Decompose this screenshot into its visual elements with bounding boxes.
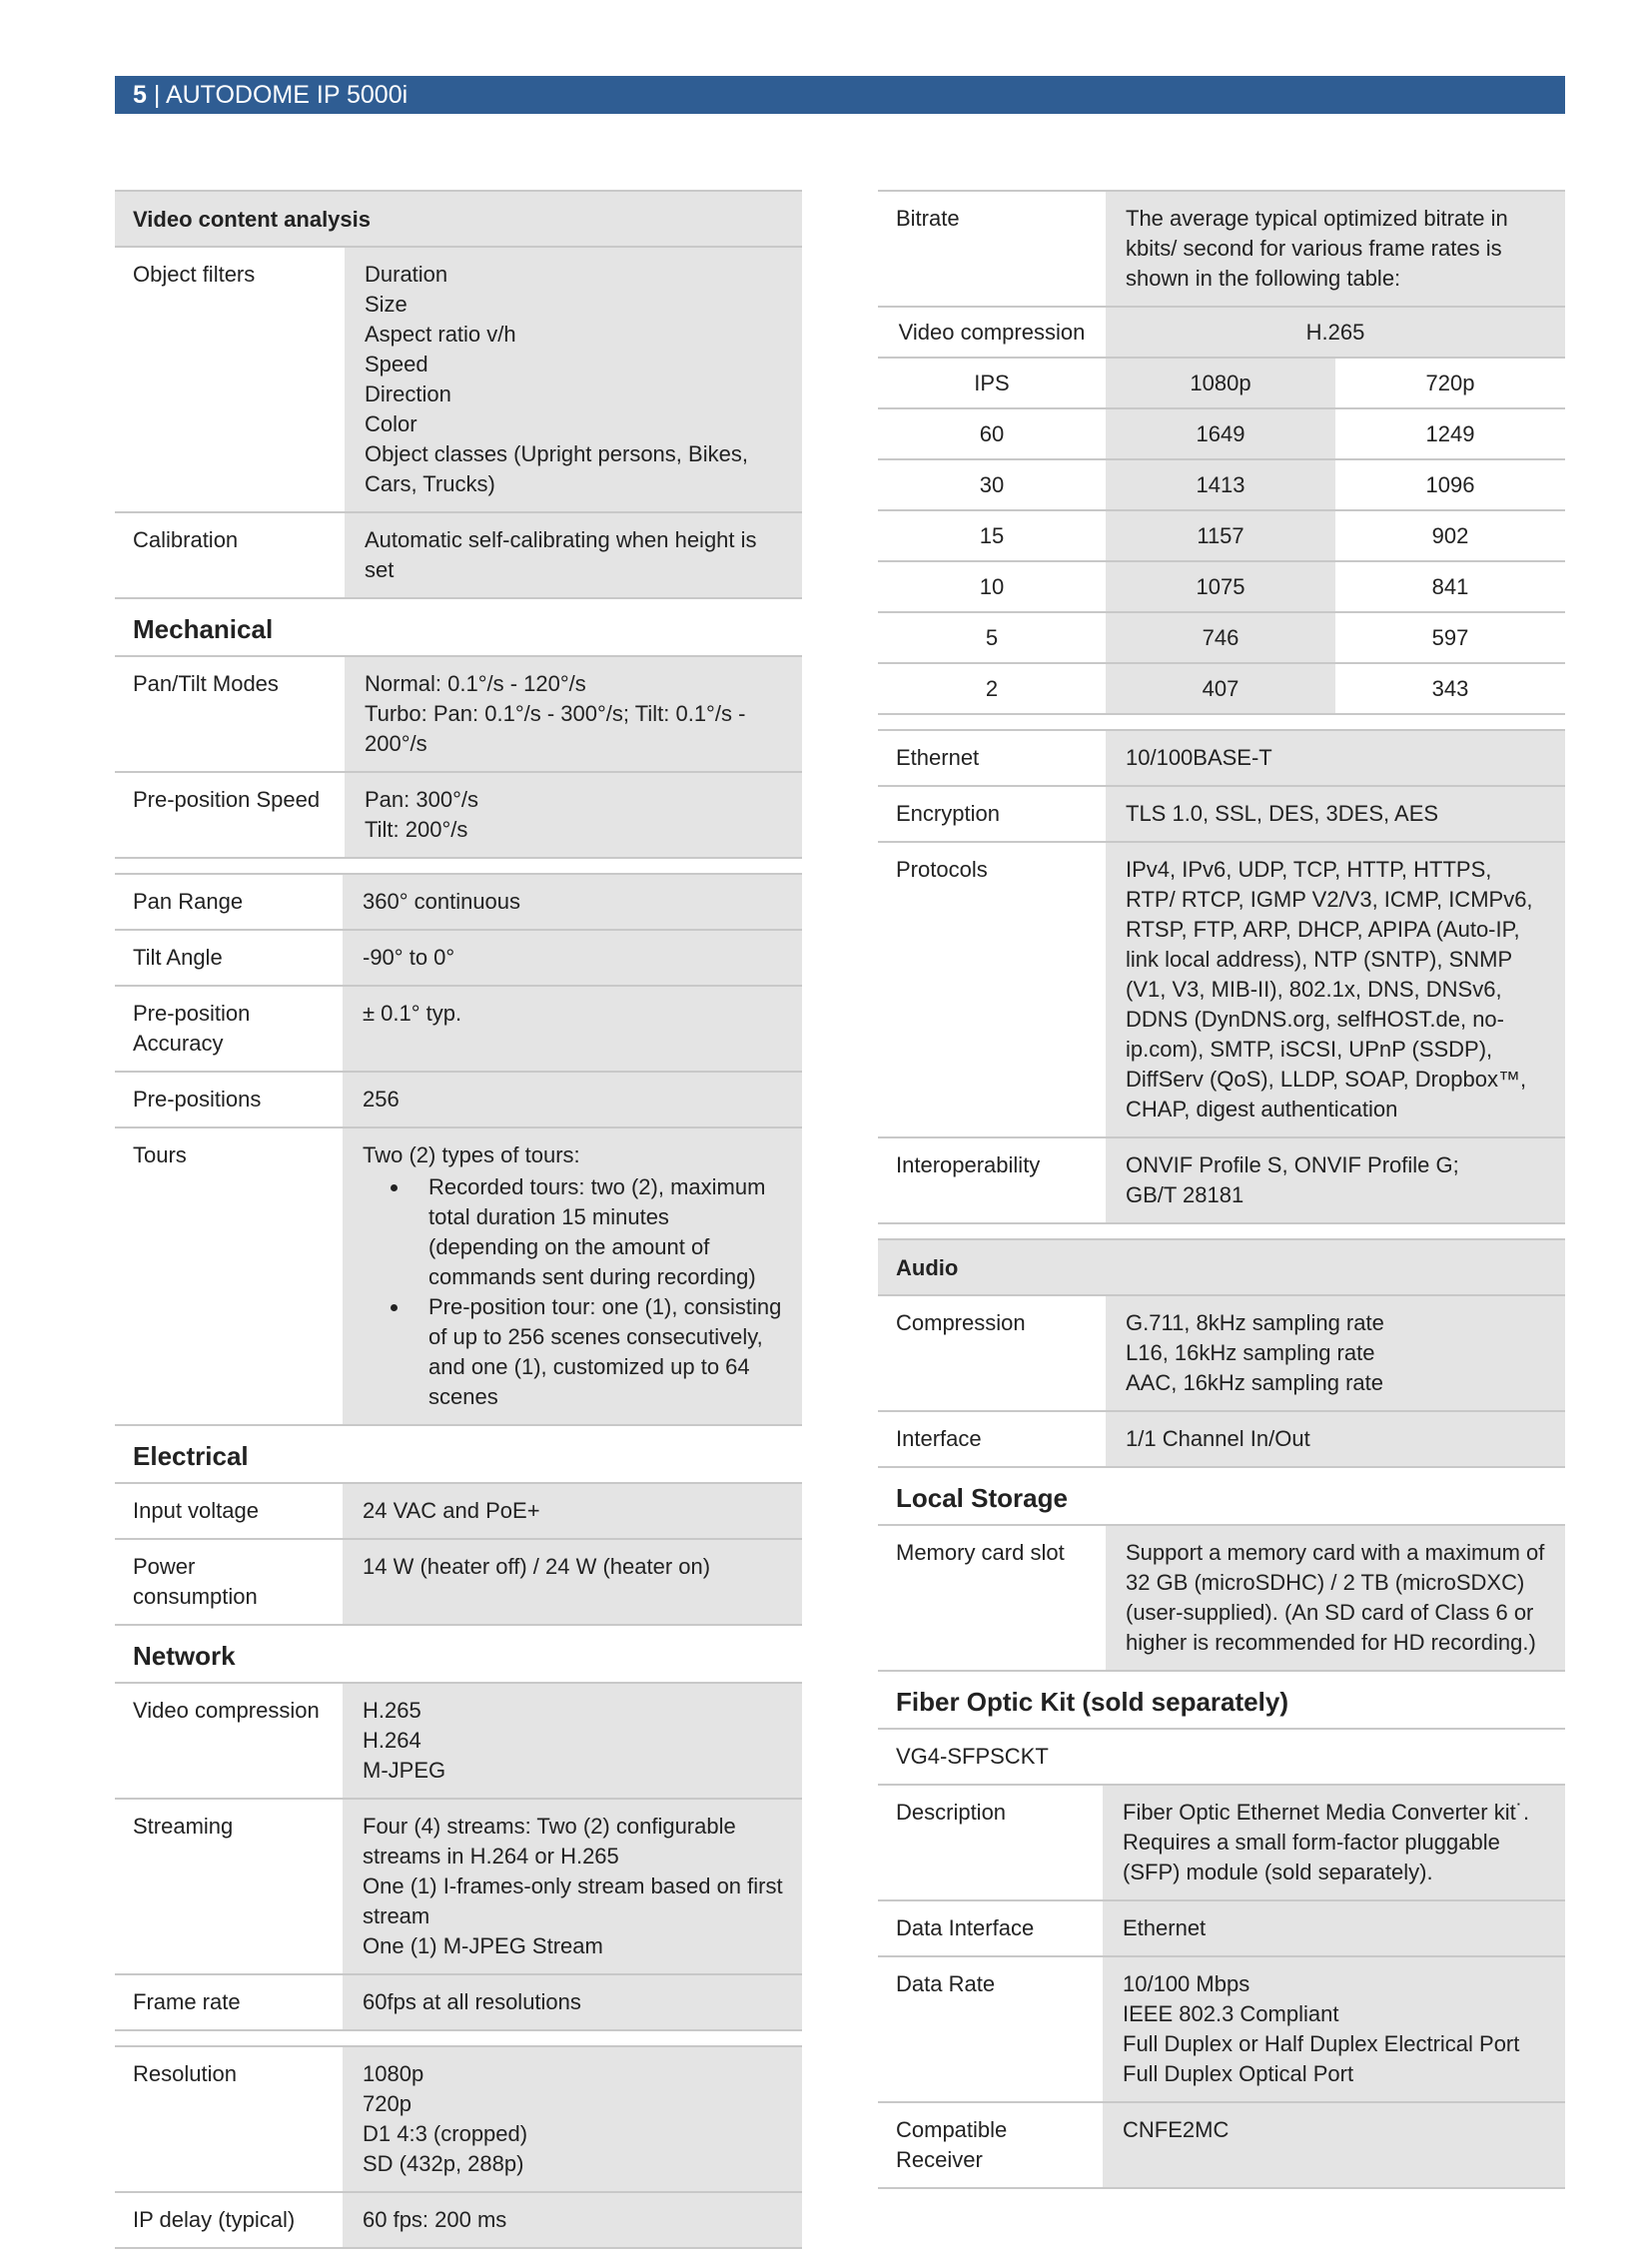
spec-value	[343, 1800, 802, 1973]
spec-value-line: Two (2) types of tours:	[363, 1142, 580, 1167]
spec-value	[343, 1128, 802, 1424]
spec-value-line: One (1) I-frames-only stream based on first stream	[363, 1874, 783, 1928]
list-item: • Pre-position tour: one (1), consisting of up to 256 scenes consecutively, and one (1), customized up to 64 scenes	[411, 1292, 784, 1412]
spec-label: Pre-positions	[133, 1087, 262, 1112]
table-row	[878, 408, 1565, 459]
spec-value-line: Size	[365, 292, 408, 317]
spec-label: Resolution	[133, 2061, 237, 2086]
spec-label: Memory card slot	[896, 1540, 1065, 1565]
spec-row-pan-range	[115, 873, 802, 929]
spec-value-line: Aspect ratio v/h	[365, 322, 516, 347]
fiber-optic-heading: Fiber Optic Kit (sold separately)	[896, 1687, 1288, 1717]
table-row	[878, 307, 1565, 358]
fiber-model: VG4-SFPSCKT	[896, 1744, 1049, 1769]
spec-value-line: Color	[365, 411, 417, 436]
spec-row-encryption	[878, 785, 1565, 841]
bitrate-table	[878, 306, 1565, 715]
table-cell: 841	[1335, 561, 1565, 612]
spec-value-line: M-JPEG	[363, 1758, 446, 1783]
spec-value: Support a memory card with a maximum of 32 GB (microSDHC) / 2 TB (microSDXC) (user-supplied). (An SD card of Class 6 or higher is recommended for HD recording.)	[1106, 1526, 1565, 1670]
spec-label: Data Interface	[896, 1915, 1035, 1940]
spec-label: Pan Range	[133, 889, 244, 914]
spec-label: Streaming	[133, 1814, 234, 1839]
spec-row-audio-compression	[878, 1294, 1565, 1410]
table-row	[878, 358, 1565, 408]
spec-label: Power consumption	[133, 1554, 258, 1609]
spec-value-line: One (1) M-JPEG Stream	[363, 1933, 603, 1958]
table-cell: 1157	[1106, 510, 1335, 561]
spec-row-audio-interface	[878, 1410, 1565, 1468]
spec-value: CNFE2MC	[1103, 2103, 1565, 2187]
spec-row-ip-delay	[115, 2191, 802, 2249]
document-title: AUTODOME IP 5000i	[165, 81, 409, 109]
spec-value-line: Duration	[365, 262, 448, 287]
spec-label: Pre-position Speed	[133, 787, 321, 812]
table-cell: 1096	[1335, 459, 1565, 510]
spec-value-line: AAC, 16kHz sampling rate	[1126, 1370, 1383, 1395]
spec-value-line: IEEE 802.3 Compliant	[1123, 2001, 1339, 2026]
list-item: • Recorded tours: two (2), maximum total duration 15 minutes (depending on the amount of commands sent during recording)	[411, 1172, 784, 1292]
spec-row-protocols	[878, 841, 1565, 1136]
spec-row-frame-rate	[115, 1973, 802, 2031]
table-row	[878, 459, 1565, 510]
spec-value-line: D1 4:3 (cropped)	[363, 2121, 528, 2146]
audio-heading: Audio	[878, 1238, 1565, 1294]
spec-row-preposition-accuracy	[115, 985, 802, 1071]
spec-label: Tours	[133, 1142, 187, 1167]
spec-value	[345, 773, 802, 857]
left-column	[115, 190, 802, 2249]
table-cell: H.265	[1106, 307, 1565, 358]
vca-heading: Video content analysis	[115, 190, 802, 246]
spec-row-preposition-speed	[115, 771, 802, 859]
spec-row-object-filters	[115, 246, 802, 511]
spec-value-line: Tilt: 200°/s	[365, 817, 468, 842]
spec-label: IP delay (typical)	[133, 2207, 296, 2232]
spec-value	[343, 1684, 802, 1798]
table-cell: 2	[878, 663, 1106, 714]
spec-label: Ethernet	[896, 745, 980, 770]
spec-value	[1103, 1957, 1565, 2101]
spec-value: The average typical optimized bitrate in kbits/ second for various frame rates is shown in the following table:	[1106, 192, 1565, 306]
spec-value-line: G.711, 8kHz sampling rate	[1126, 1310, 1384, 1335]
spec-row-pan-tilt-modes	[115, 655, 802, 771]
spec-value: -90° to 0°	[343, 931, 802, 985]
spec-row-calibration	[115, 511, 802, 599]
spec-value	[343, 2047, 802, 2191]
spec-row-tours	[115, 1126, 802, 1426]
spec-row-bitrate	[878, 190, 1565, 306]
table-cell: 746	[1106, 612, 1335, 663]
spec-value-line: Normal: 0.1°/s - 120°/s	[365, 671, 586, 696]
spec-label: Interoperability	[896, 1152, 1041, 1177]
spec-value-line: H.265	[363, 1698, 421, 1723]
spec-row-model	[878, 1728, 1565, 1784]
table-cell: 15	[878, 510, 1106, 561]
spec-value: Ethernet	[1103, 1901, 1565, 1955]
table-row	[878, 663, 1565, 714]
page-header	[115, 76, 1565, 114]
page-number: 5	[133, 81, 147, 109]
spec-value: TLS 1.0, SSL, DES, 3DES, AES	[1106, 787, 1565, 841]
spec-label: Compatible Receiver	[896, 2117, 1008, 2172]
table-cell: 1249	[1335, 408, 1565, 459]
spec-value: 60fps at all resolutions	[343, 1975, 802, 2029]
spec-row-tilt-angle	[115, 929, 802, 985]
table-cell: Video compression	[878, 307, 1106, 358]
table-cell: 902	[1335, 510, 1565, 561]
spec-row-description	[878, 1784, 1565, 1899]
spec-value	[345, 657, 802, 771]
spec-value-line: Direction	[365, 381, 451, 406]
spec-label: Pan/Tilt Modes	[133, 671, 279, 696]
local-storage-heading: Local Storage	[896, 1483, 1068, 1513]
spec-value-line: 10/100 Mbps	[1123, 1971, 1250, 1996]
spec-label: Compression	[896, 1310, 1026, 1335]
spec-row-data-interface	[878, 1899, 1565, 1955]
spec-value	[1106, 1296, 1565, 1410]
tours-list	[363, 1172, 784, 1412]
table-header-cell: 1080p	[1106, 358, 1335, 408]
spec-value: 14 W (heater off) / 24 W (heater on)	[343, 1540, 802, 1624]
spec-value-line: Pan: 300°/s	[365, 787, 478, 812]
spec-label: Calibration	[133, 527, 239, 552]
spec-value	[1106, 1138, 1565, 1222]
spec-label: Description	[896, 1800, 1007, 1825]
spec-label: Object filters	[133, 262, 256, 287]
spec-value: ± 0.1° typ.	[343, 987, 802, 1071]
spec-row-interoperability	[878, 1136, 1565, 1224]
spec-label: Interface	[896, 1426, 982, 1451]
spec-value: IPv4, IPv6, UDP, TCP, HTTP, HTTPS, RTP/ RTCP, IGMP V2/V3, ICMP, ICMPv6, RTSP, FTP, ARP, DHCP, APIPA (Auto-IP, link local address), NTP (SNTP), SNMP (V1, V3, MIB-II), 802.1x, DNS, DNSv6, DDNS (DynDNS.org, selfHOST.de, no-ip.com), SMTP, iSCSI, UPnP (SSDP), DiffServ (QoS), LLDP, SOAP, Dropbox™, CHAP, digest authentication	[1106, 843, 1565, 1136]
table-cell: 407	[1106, 663, 1335, 714]
spec-label: Bitrate	[896, 206, 960, 231]
header-separator: |	[153, 81, 161, 109]
spec-value-line: SD (432p, 288p)	[363, 2151, 524, 2176]
spec-label: Tilt Angle	[133, 945, 223, 970]
spec-value: 1/1 Channel In/Out	[1106, 1412, 1565, 1466]
right-column	[878, 190, 1565, 2189]
spec-value-line: 1080p	[363, 2061, 424, 2086]
table-cell: 597	[1335, 612, 1565, 663]
spec-value: Automatic self-calibrating when height is set	[345, 513, 802, 597]
table-row	[878, 510, 1565, 561]
spec-row-video-compression	[115, 1682, 802, 1798]
spec-label: Frame rate	[133, 1989, 241, 2014]
spec-value: 360° continuous	[343, 875, 802, 929]
spec-value: 60 fps: 200 ms	[343, 2193, 802, 2247]
table-row	[878, 612, 1565, 663]
table-cell: 10	[878, 561, 1106, 612]
spec-value: Fiber Optic Ethernet Media Converter kit˙. Requires a small form-factor pluggable (SFP) module (sold separately).	[1103, 1786, 1565, 1899]
spec-value-line: L16, 16kHz sampling rate	[1126, 1340, 1375, 1365]
spec-row-ethernet	[878, 729, 1565, 785]
spec-label: Protocols	[896, 857, 988, 882]
spec-label: Video compression	[133, 1698, 320, 1723]
table-cell: 1075	[1106, 561, 1335, 612]
table-row	[878, 561, 1565, 612]
spec-value-line: ONVIF Profile S, ONVIF Profile G;	[1126, 1152, 1459, 1177]
table-cell: 30	[878, 459, 1106, 510]
electrical-heading: Electrical	[133, 1441, 249, 1471]
spec-value-line: Full Duplex or Half Duplex Electrical Port	[1123, 2031, 1520, 2056]
table-cell: 1649	[1106, 408, 1335, 459]
spec-row-data-rate	[878, 1955, 1565, 2101]
table-header-cell: IPS	[878, 358, 1106, 408]
spec-value-line: Speed	[365, 352, 428, 376]
table-cell: 343	[1335, 663, 1565, 714]
spec-value-line: Four (4) streams: Two (2) configurable streams in H.264 or H.265	[363, 1814, 736, 1869]
spec-value-line: GB/T 28181	[1126, 1182, 1244, 1207]
spec-value	[345, 248, 802, 511]
spec-value: 10/100BASE-T	[1106, 731, 1565, 785]
spec-row-input-voltage	[115, 1482, 802, 1538]
network-heading: Network	[133, 1641, 236, 1671]
table-cell: 5	[878, 612, 1106, 663]
spec-row-compatible-receiver	[878, 2101, 1565, 2189]
spec-value: 24 VAC and PoE+	[343, 1484, 802, 1538]
spec-row-prepositions	[115, 1071, 802, 1126]
spec-row-power-consumption	[115, 1538, 802, 1626]
spec-label: Encryption	[896, 801, 1000, 826]
spec-row-memory-card	[878, 1524, 1565, 1672]
spec-label: Pre-position Accuracy	[133, 1001, 251, 1056]
spec-value-line: H.264	[363, 1728, 421, 1753]
spec-value-line: Full Duplex Optical Port	[1123, 2061, 1354, 2086]
spec-value-line: 720p	[363, 2091, 412, 2116]
table-header-cell: 720p	[1335, 358, 1565, 408]
spec-row-resolution	[115, 2045, 802, 2191]
spec-value: 256	[343, 1073, 802, 1126]
spec-label: Input voltage	[133, 1498, 259, 1523]
table-cell: 1413	[1106, 459, 1335, 510]
spec-value-line: Object classes (Upright persons, Bikes, Cars, Trucks)	[365, 441, 748, 496]
table-cell: 60	[878, 408, 1106, 459]
spec-label: Data Rate	[896, 1971, 996, 1996]
spec-row-streaming	[115, 1798, 802, 1973]
spec-value-line: Turbo: Pan: 0.1°/s - 300°/s; Tilt: 0.1°/s - 200°/s	[365, 701, 746, 756]
mechanical-heading: Mechanical	[133, 614, 274, 644]
